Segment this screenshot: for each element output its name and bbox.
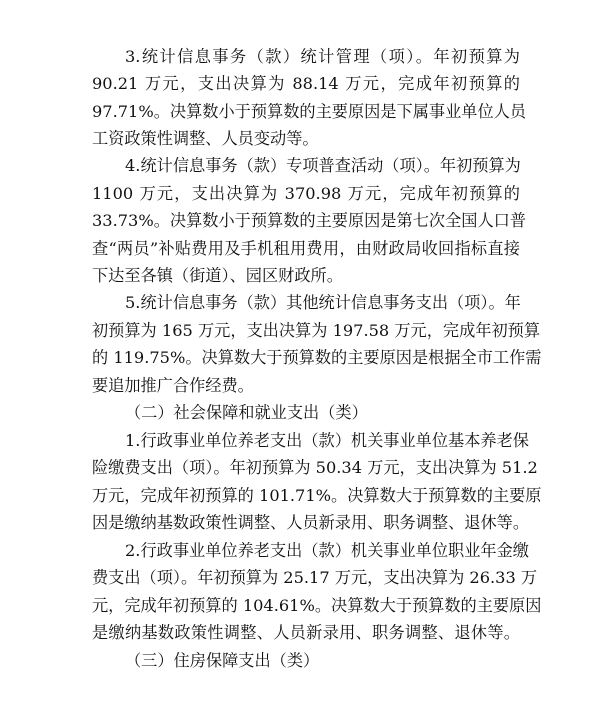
section-heading: （三）住房保障支出（类） <box>125 651 320 670</box>
paragraph-line: 的 119.75%。决算数大于预算数的主要原因是根据全市工作需 <box>92 348 542 367</box>
paragraph-line: 90.21 万元，支出决算为 88.14 万元，完成年初预算的 <box>92 74 520 93</box>
paragraph-line: 1100 万元，支出决算为 370.98 万元，完成年初预算的 <box>92 184 520 203</box>
paragraph-line: 是缴纳基数政策性调整、人员新录用、职务调整、退休等。 <box>92 623 520 642</box>
section-heading: （二）社会保障和就业支出（类） <box>125 403 368 422</box>
paragraph-line: 万元，完成年初预算的 101.71%。决算数大于预算数的主要原 <box>92 486 542 505</box>
paragraph-line: 33.73%。决算数小于预算数的主要原因是第七次全国人口普 <box>92 211 527 230</box>
paragraph-line: 1.行政事业单位养老支出（款）机关事业单位基本养老保 <box>125 431 529 450</box>
paragraph-line: 5.统计信息事务（款）其他统计信息事务支出（项）。年 <box>125 293 521 312</box>
paragraph-line: 费支出（项）。年初预算为 25.17 万元，支出决算为 26.33 万 <box>92 568 538 587</box>
paragraph-line: 97.71%。决算数小于预算数的主要原因是下属事业单位人员 <box>92 102 527 121</box>
paragraph-line: 元，完成年初预算的 104.61%。决算数大于预算数的主要原因 <box>92 596 542 615</box>
paragraph-line: 因是缴纳基数政策性调整、人员新录用、职务调整、退休等。 <box>92 513 530 532</box>
paragraph-line: 工资政策性调整、人员变动等。 <box>92 129 319 148</box>
paragraph-line: 4.统计信息事务（款）专项普查活动（项）。年初预算为 <box>125 156 521 175</box>
paragraph-line: 下达至各镇（街道）、园区财政所。 <box>92 266 343 285</box>
paragraph-line: 初预算为 165 万元，支出决算为 197.58 万元，完成年初预算 <box>92 321 541 340</box>
paragraph-line: 2.行政事业单位养老支出（款）机关事业单位职业年金缴 <box>125 541 529 560</box>
paragraph-line: 查“两员”补贴费用及手机租用费用，由财政局收回指标直接 <box>92 239 520 258</box>
paragraph-line: 要追加推广合作经费。 <box>92 376 254 395</box>
paragraph-line: 险缴费支出（项）。年初预算为 50.34 万元，支出决算为 51.2 <box>92 458 538 477</box>
paragraph-line: 3.统计信息事务（款）统计管理（项）。年初预算为 <box>125 47 520 66</box>
